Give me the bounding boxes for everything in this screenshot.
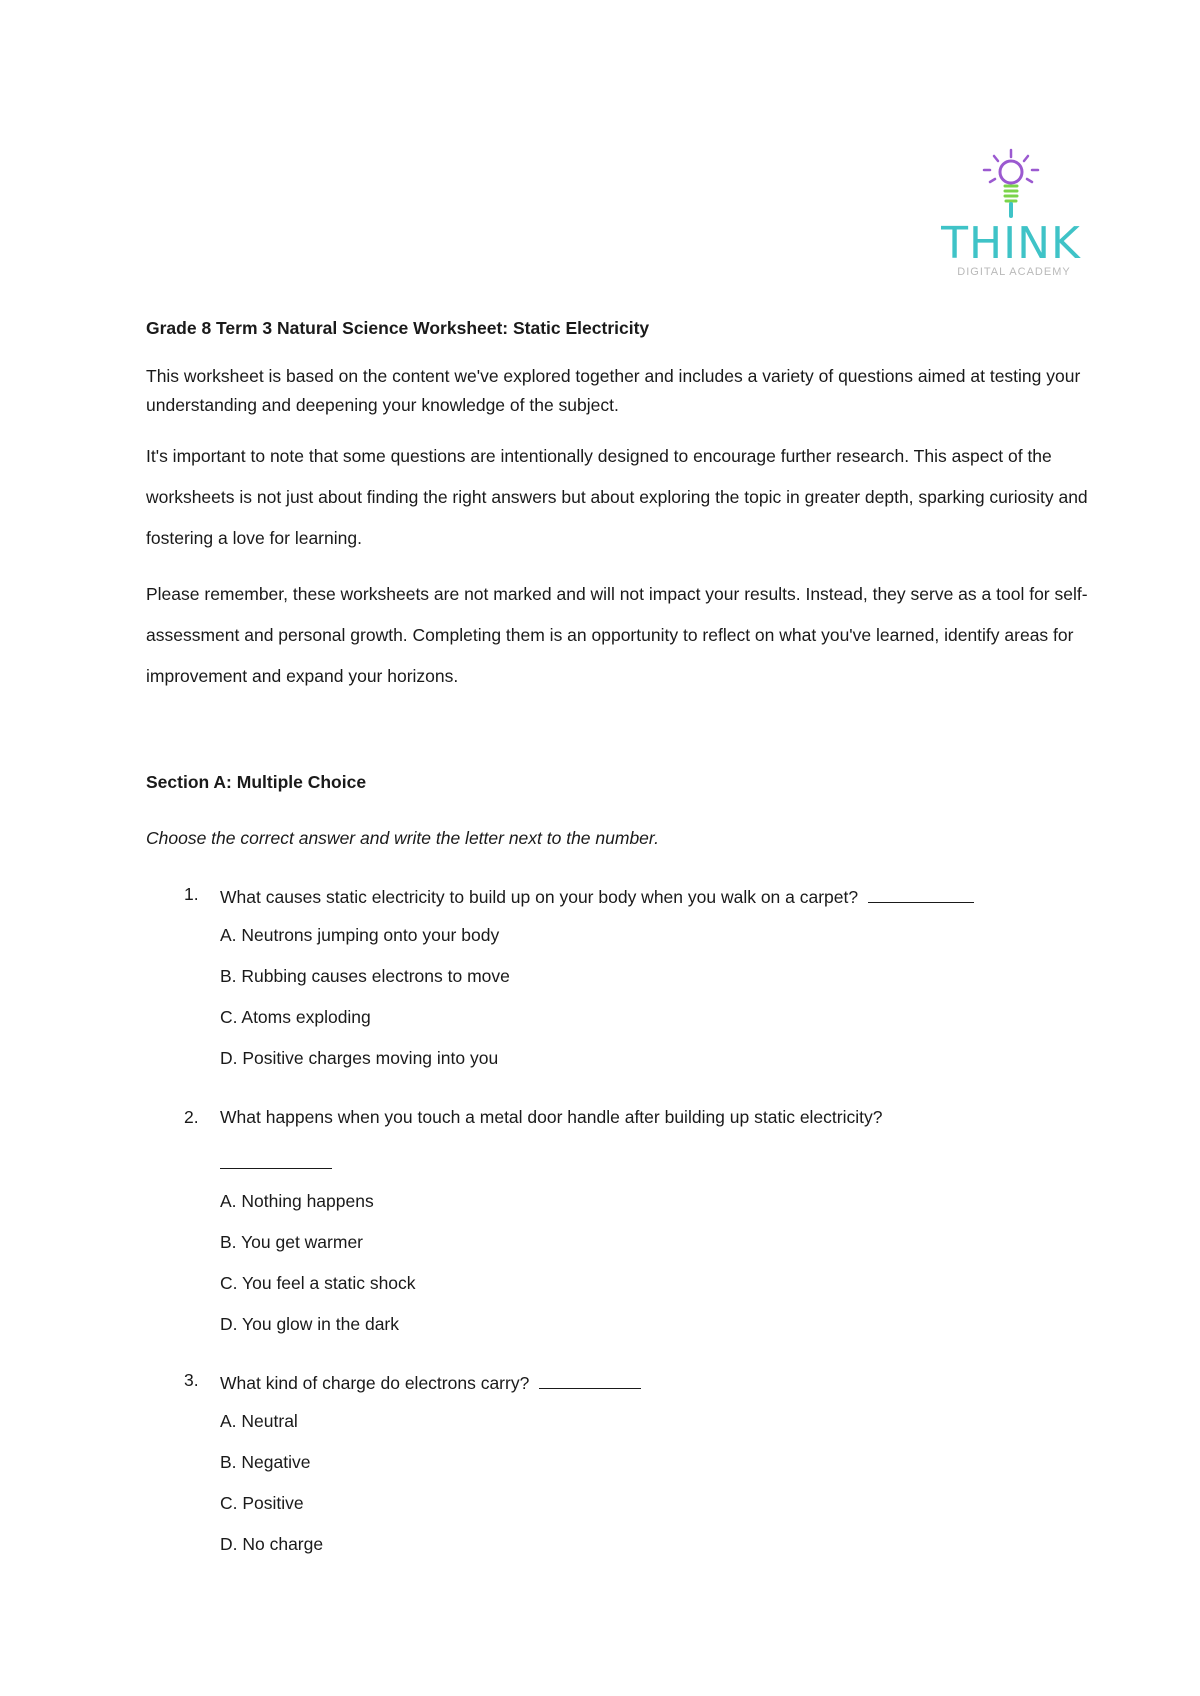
section-a-instruction: Choose the correct answer and write the letter next to the number. <box>146 828 659 848</box>
lightbulb-icon <box>976 148 1046 218</box>
question-3-text: What kind of charge do electrons carry? <box>220 1373 530 1393</box>
option-3b: B. Negative <box>220 1452 311 1472</box>
option-2d: D. You glow in the dark <box>220 1314 400 1334</box>
option-2c: C. You feel a static shock <box>220 1273 416 1293</box>
intro-paragraph-2: It's important to note that some questions are intentionally designed to encourage further research. This aspect of the worksheets is not just about finding the right answers but about exploring the topic in greater depth, sparking curiosity and fostering a love for learning. <box>146 446 1088 548</box>
option-3c: C. Positive <box>220 1493 304 1513</box>
answer-line-2 <box>220 1150 332 1174</box>
think-logo <box>936 148 1096 278</box>
worksheet-title: Grade 8 Term 3 Natural Science Worksheet: Static Electricity <box>146 318 650 338</box>
intro-paragraph-3: Please remember, these worksheets are not marked and will not impact your results. Instead, they serve as a tool for self-assessment and personal growth. Completing them is an opportunity to reflect on what you've learned, identify areas for improvement and expand your horizons. <box>146 584 1088 686</box>
answer-blank-3[interactable] <box>539 1370 641 1389</box>
question-text <box>220 1370 641 1394</box>
question-number: 2. <box>184 1107 199 1127</box>
option-1b: B. Rubbing causes electrons to move <box>220 966 510 986</box>
logo-subtitle: DIGITAL ACADEMY <box>957 266 1071 278</box>
question-number: 3. <box>184 1370 199 1390</box>
question-text <box>220 884 974 908</box>
option-2a: A. Nothing happens <box>220 1191 374 1211</box>
section-a-title: Section A: Multiple Choice <box>146 772 367 792</box>
option-1c: C. Atoms exploding <box>220 1007 371 1027</box>
answer-blank-2[interactable] <box>220 1150 332 1169</box>
question-number: 1. <box>184 884 199 904</box>
option-1d: D. Positive charges moving into you <box>220 1048 499 1068</box>
intro-paragraph-1: This worksheet is based on the content we've explored together and includes a variety of questions aimed at testing your understanding and deepening your knowledge of the subject. <box>146 366 1081 415</box>
question-1-text: What causes static electricity to build up on your body when you walk on a carpet? <box>220 887 859 907</box>
option-3d: D. No charge <box>220 1534 324 1554</box>
option-2b: B. You get warmer <box>220 1232 363 1252</box>
question-2-text: What happens when you touch a metal door handle after building up static electricity? <box>220 1107 883 1127</box>
logo-wordmark: THINK <box>941 218 1081 269</box>
option-1a: A. Neutrons jumping onto your body <box>220 925 500 945</box>
option-3a: A. Neutral <box>220 1411 298 1431</box>
answer-blank-1[interactable] <box>868 884 974 903</box>
